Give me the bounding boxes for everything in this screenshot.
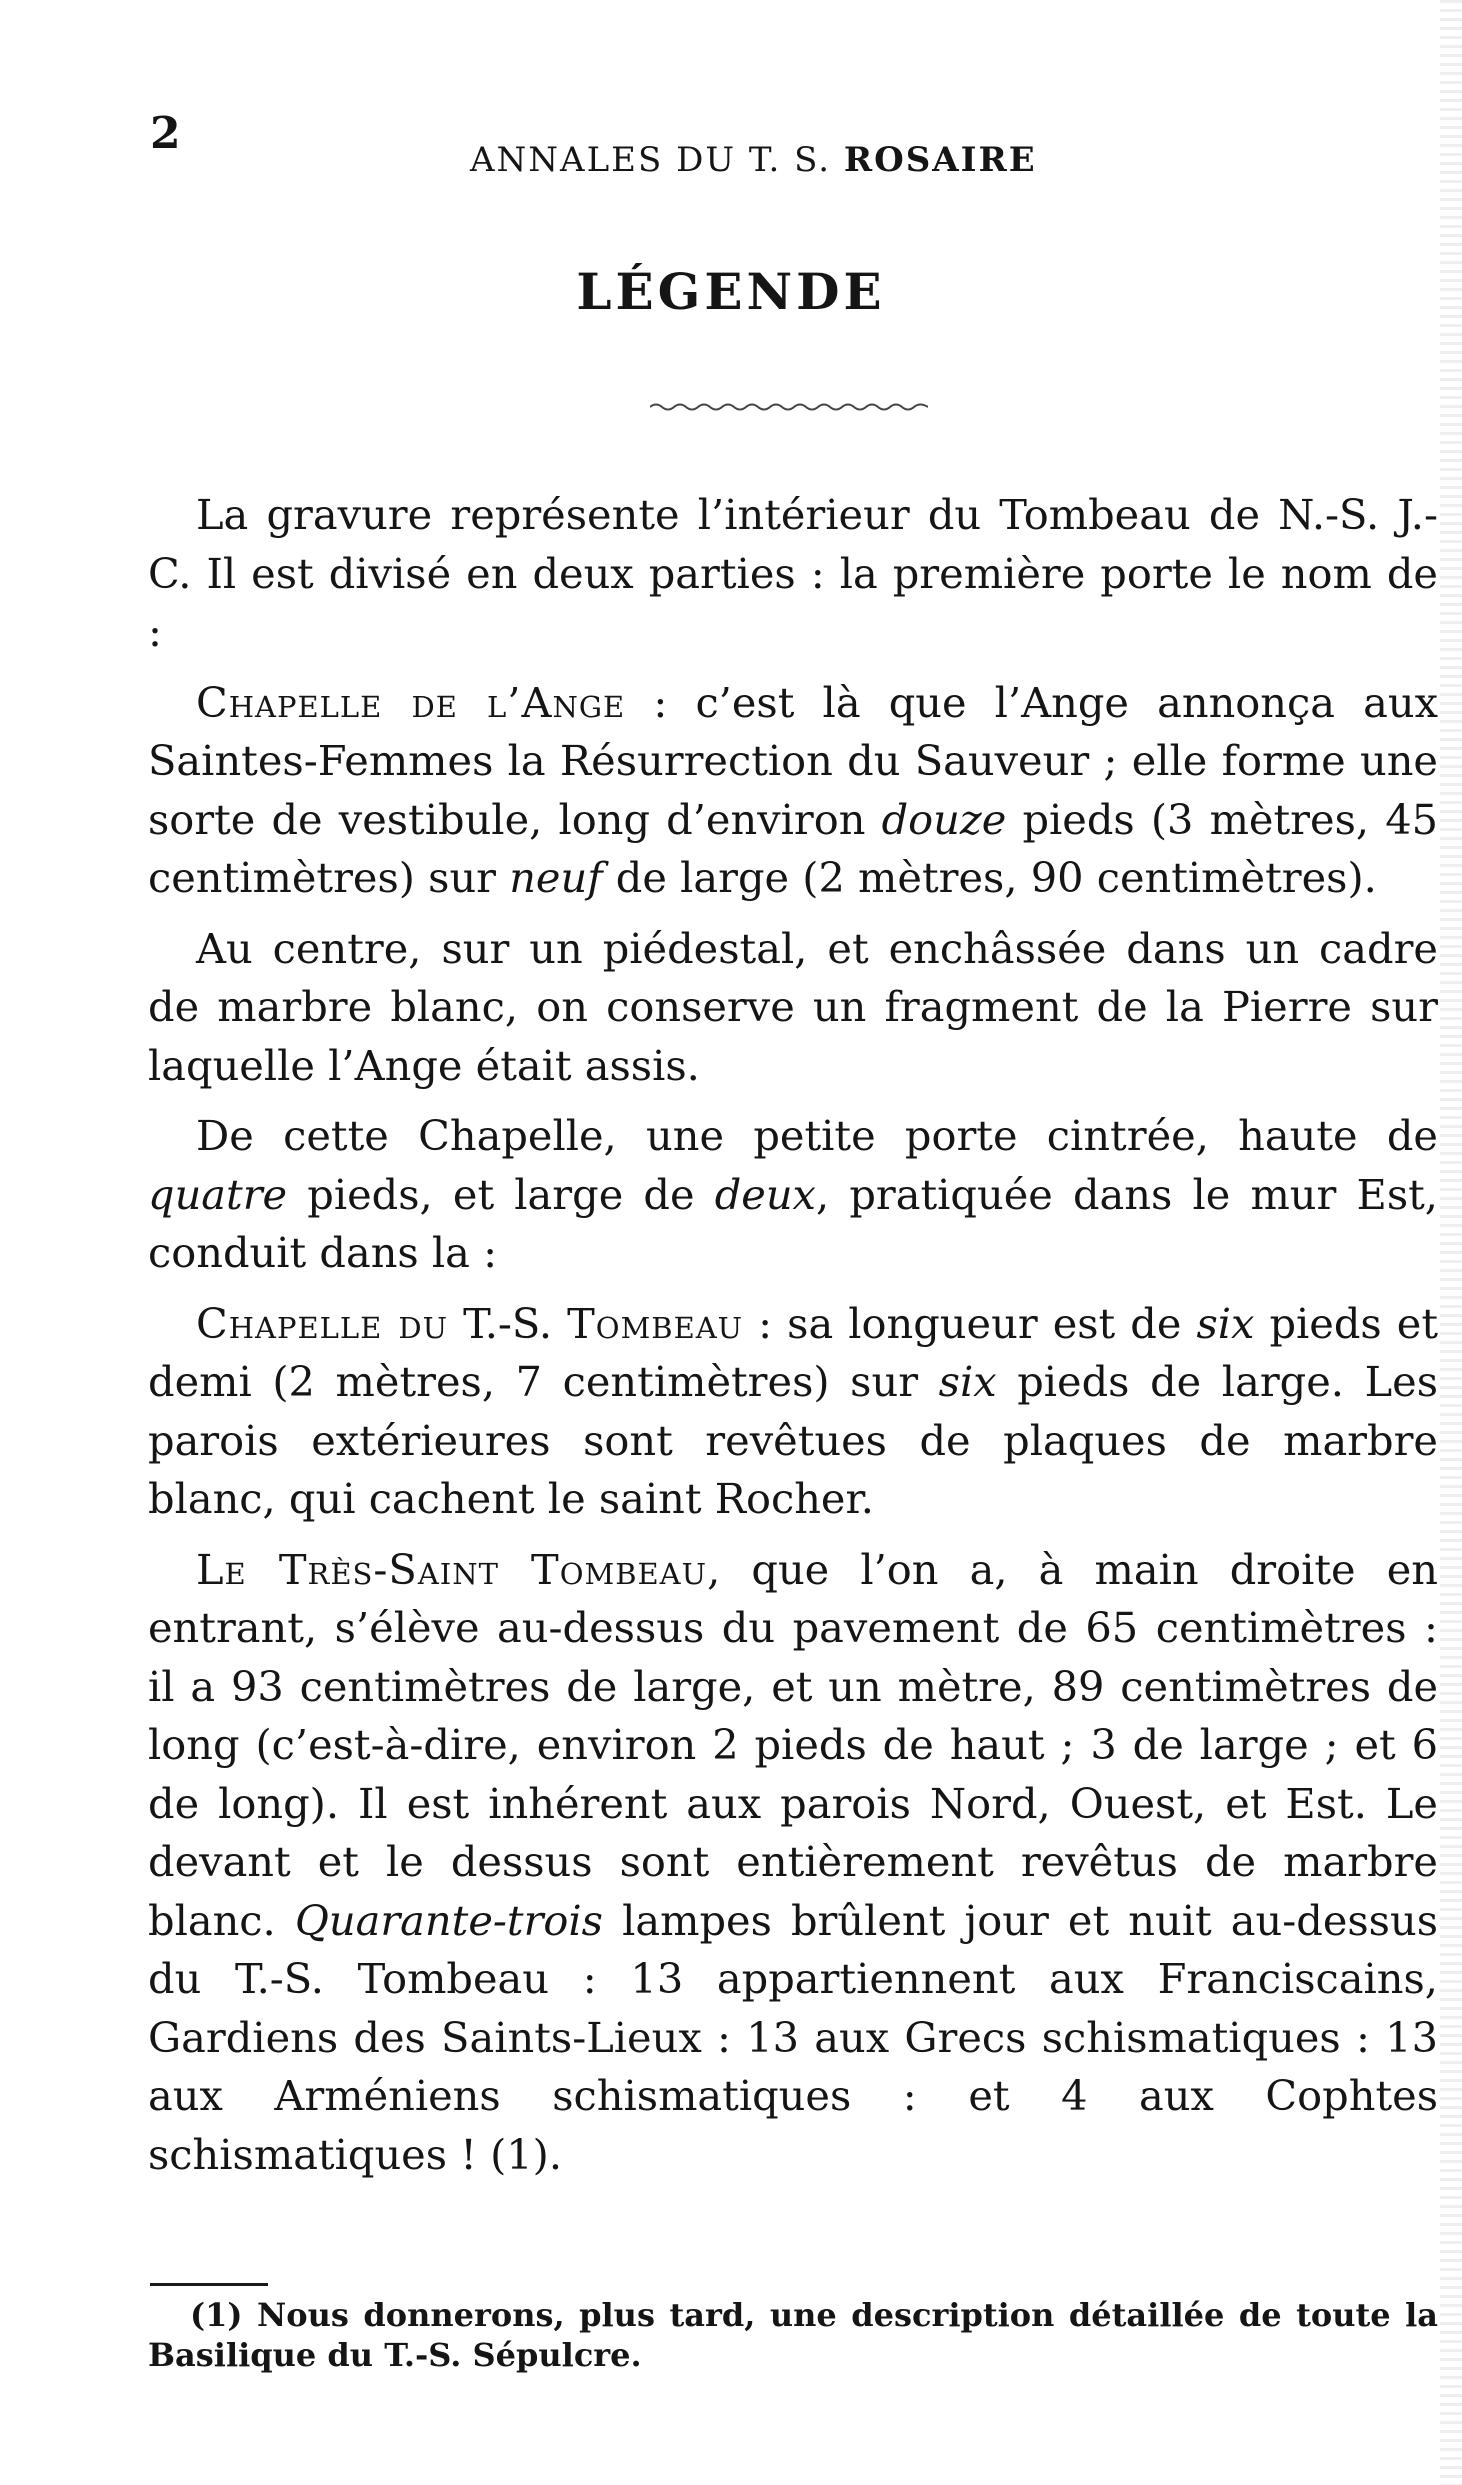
paragraph-2-em-2: neuf [509, 853, 603, 902]
paragraph-5-text-b: pieds et demi (2 mètres, 7 centimètres) sur [148, 1298, 1438, 1406]
paragraph-5-text-c: pieds de large. Les parois extérieures sont revêtues de plaques de marbre blanc, qui cachent le saint Rocher. [148, 1357, 1438, 1523]
paragraph-4-em-2: deux [714, 1169, 816, 1219]
paragraph-3 [148, 920, 1438, 1096]
paragraph-1-text: La gravure représente l’intérieur du Tombeau de N.-S. J.-C. Il est divisé en deux parties : la première porte le nom de : [148, 490, 1438, 656]
paragraph-2-em-1: douze [881, 794, 1007, 844]
paragraph-6-text-b: lampes brûlent jour et nuit au-dessus du T.-S. Tombeau : 13 appartiennent aux Franciscains, Gardiens des Saints-Lieux : 13 aux Grecs schismatiques : 13 aux Arméniens schismatiques : et 4 aux Cophtes schismatiques ! (1). [148, 1895, 1438, 2179]
heading-chapelle-tombeau-a: Chapelle du [196, 1298, 449, 1348]
paragraph-5-text-a: : sa longueur est de [743, 1298, 1197, 1348]
page-edge-shadow [1440, 0, 1462, 2485]
paragraph-4-text-a: De cette Chapelle, une petite porte cintrée, haute de [196, 1111, 1438, 1160]
decorative-rule-ornament [650, 402, 928, 412]
footnote-rule [150, 2283, 268, 2286]
paragraph-1 [148, 486, 1438, 662]
running-head-prefix: ANNALES DU T. S. [470, 140, 832, 180]
paragraph-6-text-a: , que l’on a, à main droite en entrant, s’élève au-dessus du pavement de 65 centimètres : il a 93 centimètres de large, et un mètre, 89 centimètres de long (c’est-à-dire, environ 2 pieds de haut ; 3 de large ; et 6 de long). Il est inhérent aux parois Nord, Ouest, et Est. Le devant et le dessus sont entièrement revêtus de marbre blanc. [148, 1544, 1438, 1945]
paragraph-4 [148, 1107, 1438, 1283]
heading-tres-saint-tombeau: Le Très-Saint Tombeau [196, 1544, 708, 1594]
heading-chapelle-ange: Chapelle de l’Ange [196, 677, 626, 727]
running-head-bold: ROSAIRE [843, 140, 1037, 180]
paragraph-6-em-1: Quarante-trois [294, 1895, 603, 1945]
paragraph-3-text: Au centre, sur un piédestal, et enchâssée dans un cadre de marbre blanc, on conserve un fragment de la Pierre sur laquelle l’Ange était assis. [148, 923, 1438, 1090]
paragraph-2-text-b: pieds (3 mètres, 45 centimètres) sur [148, 794, 1439, 902]
paragraph-4-text-c: , pratiquée dans le mur Est, conduit dans la : [148, 1169, 1438, 1277]
heading-chapelle-tombeau-c: Tombeau [567, 1298, 744, 1348]
running-head [470, 140, 1037, 180]
body-text [148, 486, 1438, 2196]
paragraph-5-em-2: six [938, 1357, 997, 1406]
footnote-text: (1) Nous donnerons, plus tard, une description détaillée de toute la Basilique du T.-S. Sépulcre. [148, 2296, 1438, 2374]
paragraph-2 [148, 674, 1438, 908]
footnote [148, 2295, 1438, 2375]
paragraph-5-em-1: six [1196, 1298, 1255, 1348]
paragraph-5 [148, 1295, 1438, 1529]
page-title: LÉGENDE [576, 262, 886, 321]
paragraph-4-text-b: pieds, et large de [287, 1169, 715, 1219]
paragraph-2-text-a: : c’est là que l’Ange annonça aux Saintes-Femmes la Résurrection du Sauveur ; elle forme une sorte de vestibule, long d’environ [148, 677, 1439, 844]
heading-chapelle-tombeau-b: T.-S. [448, 1298, 568, 1348]
paragraph-2-text-c: de large (2 mètres, 90 centimètres). [602, 853, 1377, 902]
page-number: 2 [150, 108, 181, 159]
paragraph-4-em-1: quatre [148, 1169, 288, 1219]
paragraph-6 [148, 1541, 1438, 2185]
